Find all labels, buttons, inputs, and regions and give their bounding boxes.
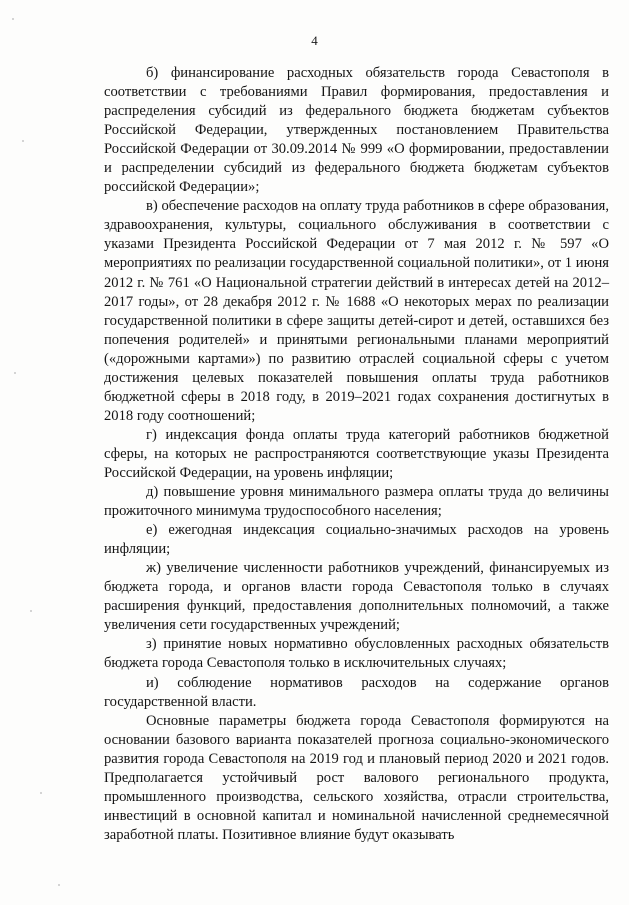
- scan-speck: [22, 140, 24, 142]
- paragraph-b-financing: б) финансирование расходных обязательств города Севастополя в соответствии с требованиями Правил формирования, предоставления и распределения субсидий из федерального бюджета бюджетам субъектов Российской Федерации, утвержденных постановлением Правительства Российской Федерации от 30.09.2014 № 999 «О формировании, предоставлении и распределении субсидий из федерального бюджета бюджетам субъектов российской Федерации»;: [104, 65, 609, 196]
- paragraph-main-parameters: Основные параметры бюджета города Севастополя формируются на основании базового варианта показателей прогноза социально-экономического развития города Севастополя на 2019 год и плановый период 2020 и 2021 годов. Предполагается устойчивый рост валового регионального продукта, промышленного производства, сельского хозяйства, отрасли строительства, инвестиций в основной капитал и номинальной начисленной среднемесячной заработной платы. Позитивное влияние будут оказывать: [104, 712, 609, 843]
- scan-speck: [40, 792, 42, 794]
- paragraph-z-new-obligations: з) принятие новых нормативно обусловленных расходных обязательств бюджета города Севастополя только в исключительных случаях;: [104, 636, 609, 672]
- document-body: [104, 64, 609, 845]
- paragraph-v-salary-expenses: в) обеспечение расходов на оплату труда работников в сфере образования, здравоохранения, культуры, социального обслуживания в соответствии с указами Президента Российской Федерации от 7 мая 2012 г. № 597 «О мероприятиях по реализации государственной социальной политики», от 1 июня 2012 г. № 761 «О Национальной стратегии действий в интересах детей на 2012–2017 годы», от 28 декабря 2012 г. № 1688 «О некоторых мерах по реализации государственной политики в сфере защиты детей-сирот и детей, оставшихся без попечения родителей» и принятыми региональными планами мероприятий («дорожными картами») по развитию отраслей социальной сферы с учетом достижения целевых показателей повышения оплаты труда работников бюджетной сферы в 2018 году, в 2019–2021 годах сохранения достигнутых в 2018 году соотношений;: [104, 198, 609, 424]
- paragraph-zh-staff-increase: ж) увеличение численности работников учреждений, финансируемых из бюджета города, и органов власти города Севастополя только в случаях расширения функций, предоставления дополнительных полномочий, а также увеличения сети государственных учреждений;: [104, 560, 609, 634]
- paragraph-i-norms: и) соблюдение нормативов расходов на содержание органов государственной власти.: [104, 674, 609, 710]
- paragraph-g-payroll-indexation: г) индексация фонда оплаты труда категорий работников бюджетной сферы, на которых не распространяются соответствующие указы Президента Российской Федерации, на уровень инфляции;: [104, 426, 609, 481]
- page-number: 4: [311, 33, 318, 48]
- paragraph-e-social-indexation: е) ежегодная индексация социально-значимых расходов на уровень инфляции;: [104, 522, 609, 558]
- scan-speck: [30, 610, 32, 612]
- scan-speck: [58, 884, 60, 886]
- paragraph-d-minimum-wage: д) повышение уровня минимального размера оплаты труда до величины прожиточного минимума трудоспособного населения;: [104, 484, 609, 520]
- scan-speck: [14, 372, 16, 374]
- scan-speck: [12, 18, 14, 20]
